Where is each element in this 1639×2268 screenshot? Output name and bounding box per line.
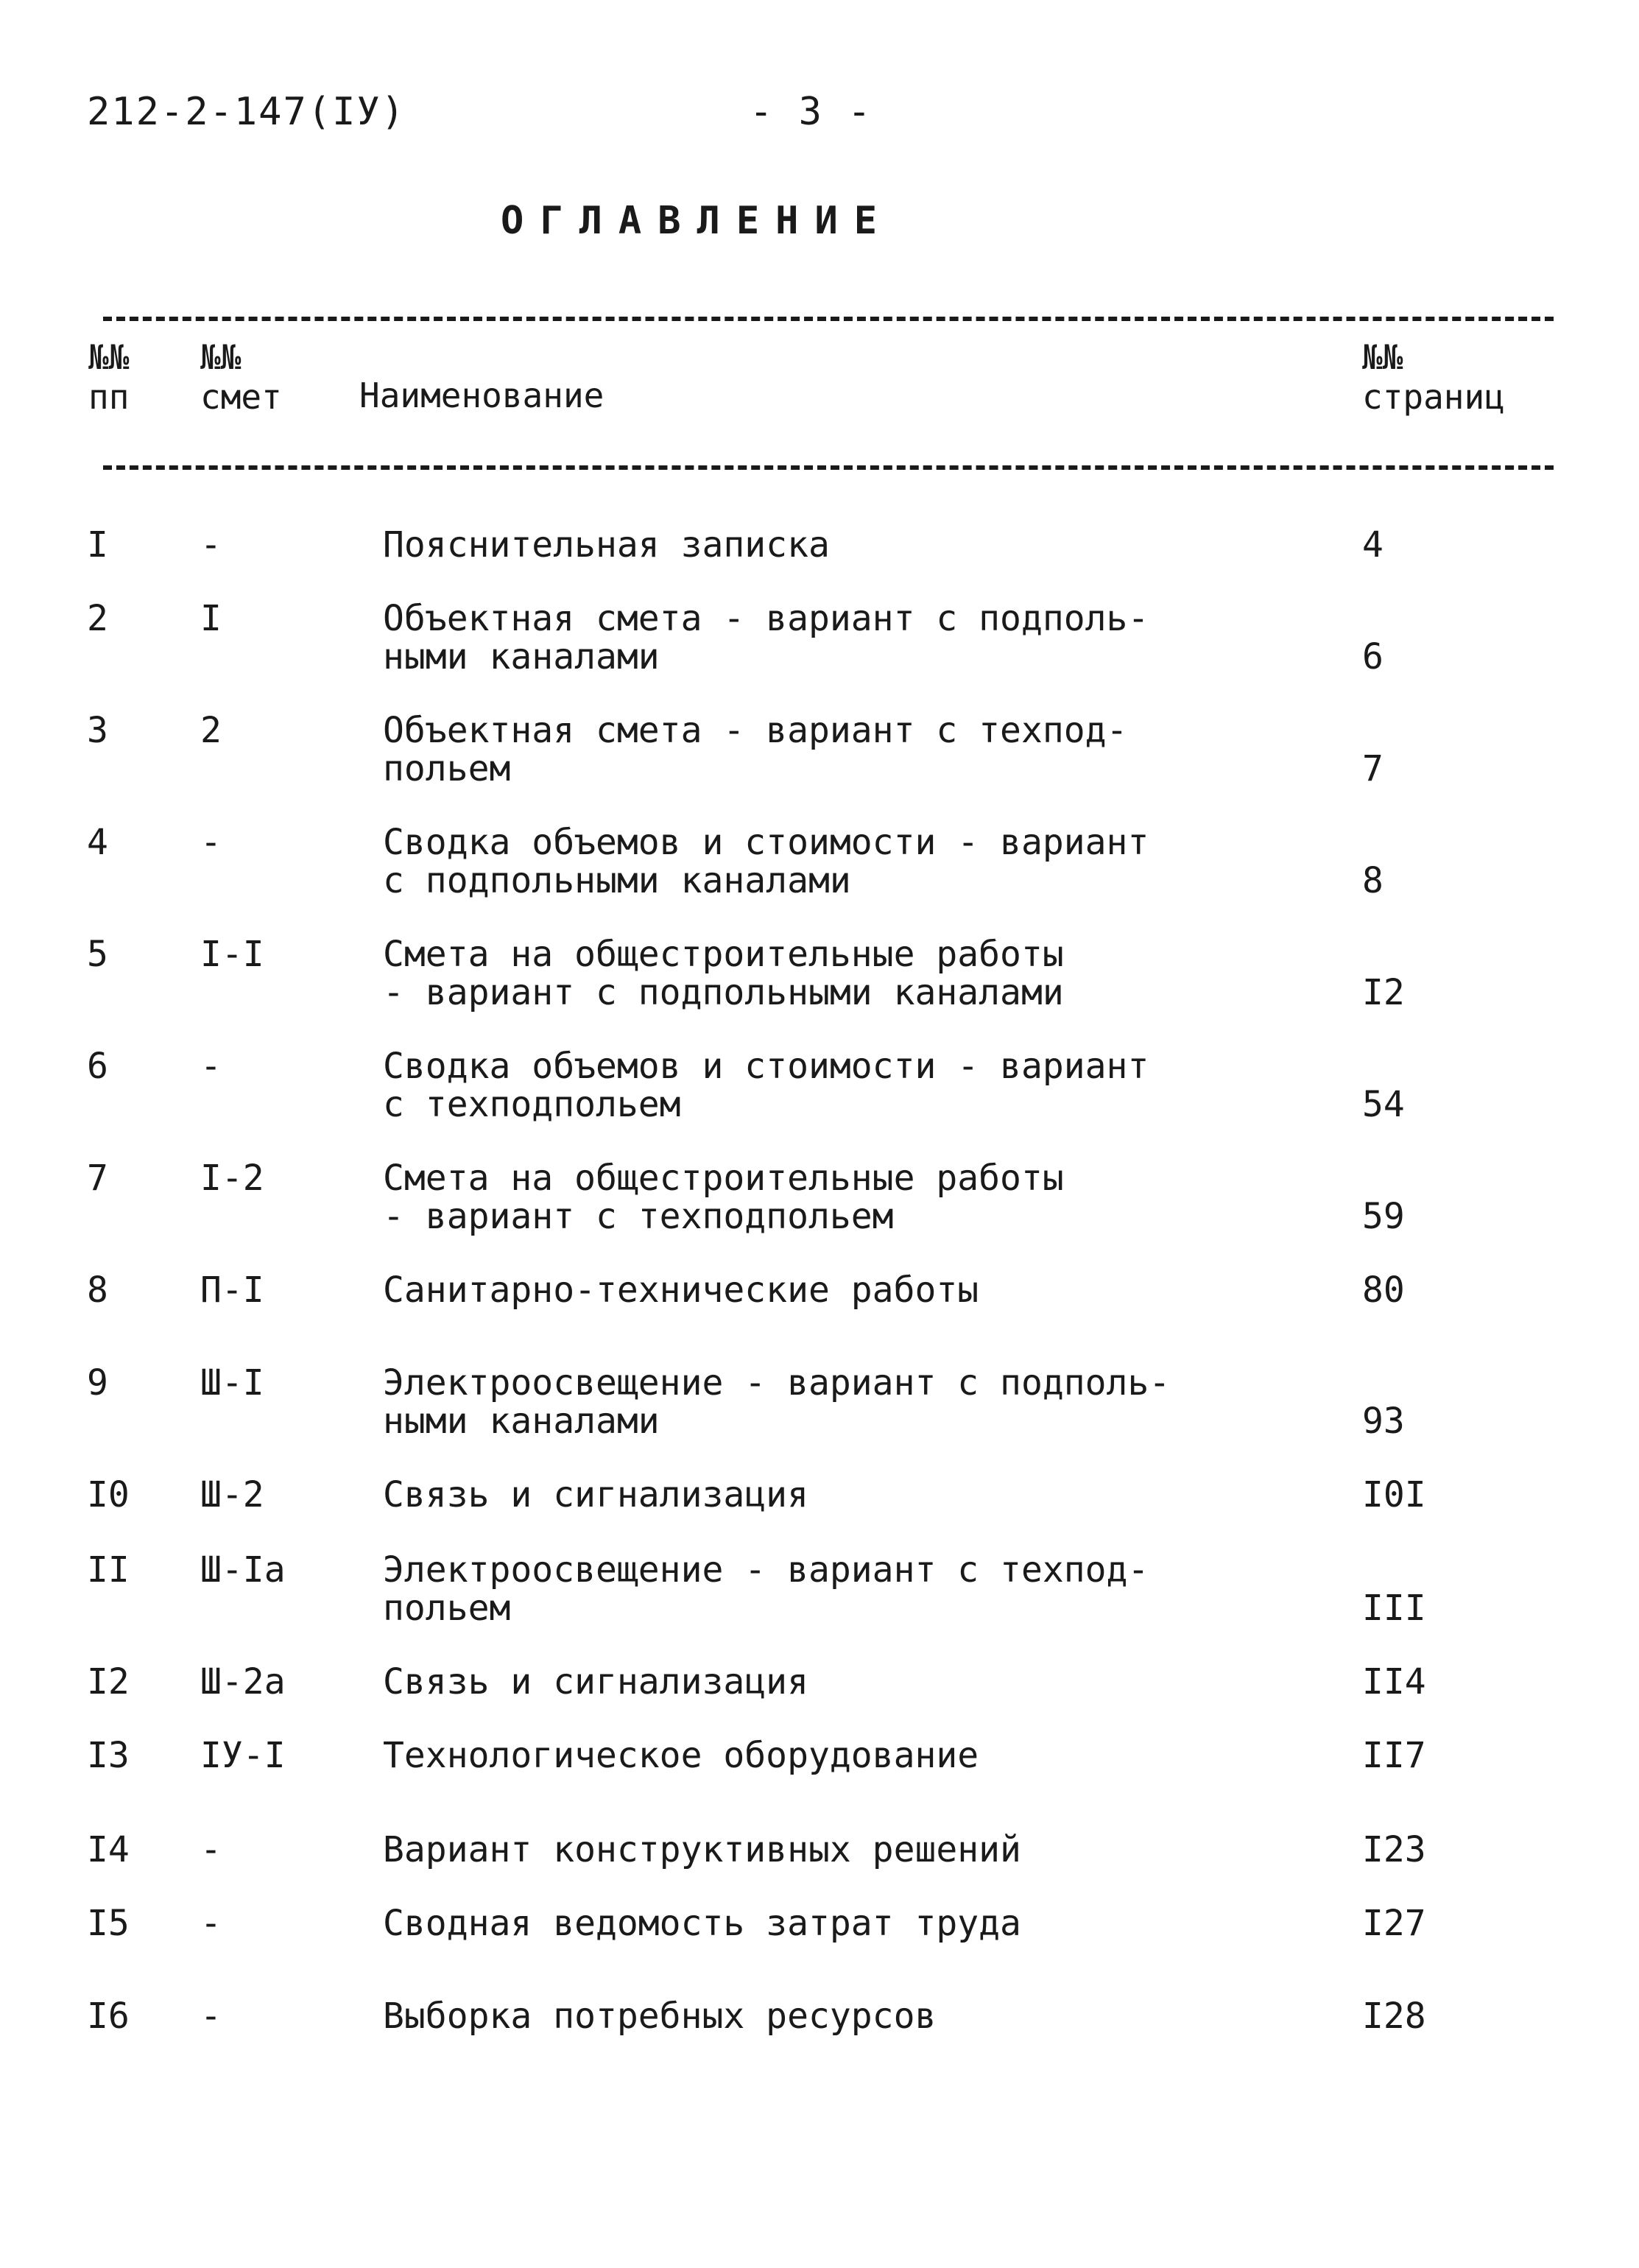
row-number: 4 [87, 822, 108, 863]
row-number: 5 [87, 934, 108, 975]
row-page: 80 [1362, 1269, 1405, 1311]
row-name: Вариант конструктивных решений [383, 1829, 1021, 1870]
row-estimate: IУ-I [200, 1735, 286, 1776]
row-estimate: I-2 [200, 1158, 264, 1199]
row-number: 7 [87, 1158, 108, 1199]
row-number: I2 [87, 1661, 130, 1702]
row-number: 2 [87, 598, 108, 639]
row-name: Связь и сигнализация [383, 1661, 808, 1702]
row-name: Выборка потребных ресурсов [383, 1996, 937, 2037]
row-estimate: Ш-2 [200, 1474, 264, 1515]
row-name: Электроосвещение - вариант с подполь- ными каналами [383, 1362, 1171, 1442]
row-number: 8 [87, 1269, 108, 1311]
row-estimate: - [200, 1996, 222, 2037]
row-name: Пояснительная записка [383, 524, 830, 566]
row-page: I2 [1362, 972, 1405, 1013]
row-estimate: Ш-Iа [200, 1549, 286, 1591]
row-number: I6 [87, 1996, 130, 2037]
row-name: Технологическое оборудование [383, 1735, 979, 1776]
row-estimate: - [200, 524, 222, 566]
row-number: 9 [87, 1362, 108, 1404]
row-number: I [87, 524, 108, 566]
row-name: Смета на общестроительные работы - вариант с подпольными каналами [383, 934, 1064, 1013]
header-dashed-divider [103, 465, 1554, 470]
row-page: 93 [1362, 1401, 1405, 1442]
row-name: Санитарно-технические работы [383, 1269, 979, 1311]
row-page: II7 [1362, 1735, 1426, 1776]
row-page: I23 [1362, 1829, 1426, 1870]
page-number: - 3 - [750, 90, 873, 134]
row-name: Связь и сигнализация [383, 1474, 808, 1515]
column-header-pages: №№ страниц [1362, 337, 1505, 417]
row-page: 54 [1362, 1084, 1405, 1125]
row-estimate: - [200, 1046, 222, 1087]
row-number: I0 [87, 1474, 130, 1515]
row-name: Электроосвещение - вариант с техпод- польем [383, 1549, 1149, 1629]
row-number: I4 [87, 1829, 130, 1870]
row-name: Сводка объемов и стоимости - вариант с техподпольем [383, 1046, 1149, 1125]
row-name: Объектная смета - вариант с техпод- польем [383, 710, 1128, 789]
row-name: Смета на общестроительные работы - вариант с техподпольем [383, 1158, 1064, 1237]
row-estimate: - [200, 1903, 222, 1944]
row-estimate: - [200, 1829, 222, 1870]
row-page: I27 [1362, 1903, 1426, 1944]
row-number: 6 [87, 1046, 108, 1087]
row-estimate: 2 [200, 710, 222, 751]
row-name: Сводная ведомость затрат труда [383, 1903, 1021, 1944]
row-estimate: I [200, 598, 222, 639]
row-estimate: Ш-I [200, 1362, 264, 1404]
row-estimate: I-I [200, 934, 264, 975]
document-code: 212-2-147(IУ) [87, 90, 406, 134]
row-number: I3 [87, 1735, 130, 1776]
row-estimate: - [200, 822, 222, 863]
page-title: ОГЛАВЛЕНИЕ [501, 199, 894, 243]
row-page: III [1362, 1588, 1426, 1629]
column-header-estimate: №№ смет [200, 337, 282, 417]
row-page: 8 [1362, 860, 1384, 901]
row-page: I0I [1362, 1474, 1426, 1515]
row-name: Сводка объемов и стоимости - вариант с подпольными каналами [383, 822, 1149, 901]
row-page: II4 [1362, 1661, 1426, 1702]
row-number: II [87, 1549, 130, 1591]
row-page: I28 [1362, 1996, 1426, 2037]
row-estimate: Ш-2а [200, 1661, 286, 1702]
row-page: 7 [1362, 748, 1384, 789]
row-number: I5 [87, 1903, 130, 1944]
row-name: Объектная смета - вариант с подполь- ными каналами [383, 598, 1149, 677]
row-number: 3 [87, 710, 108, 751]
row-estimate: П-I [200, 1269, 264, 1311]
row-page: 6 [1362, 636, 1384, 677]
column-header-num: №№ пп [88, 337, 130, 417]
row-page: 59 [1362, 1196, 1405, 1237]
row-page: 4 [1362, 524, 1384, 566]
column-header-name: Наименование [359, 376, 605, 415]
top-dashed-divider [103, 317, 1554, 321]
